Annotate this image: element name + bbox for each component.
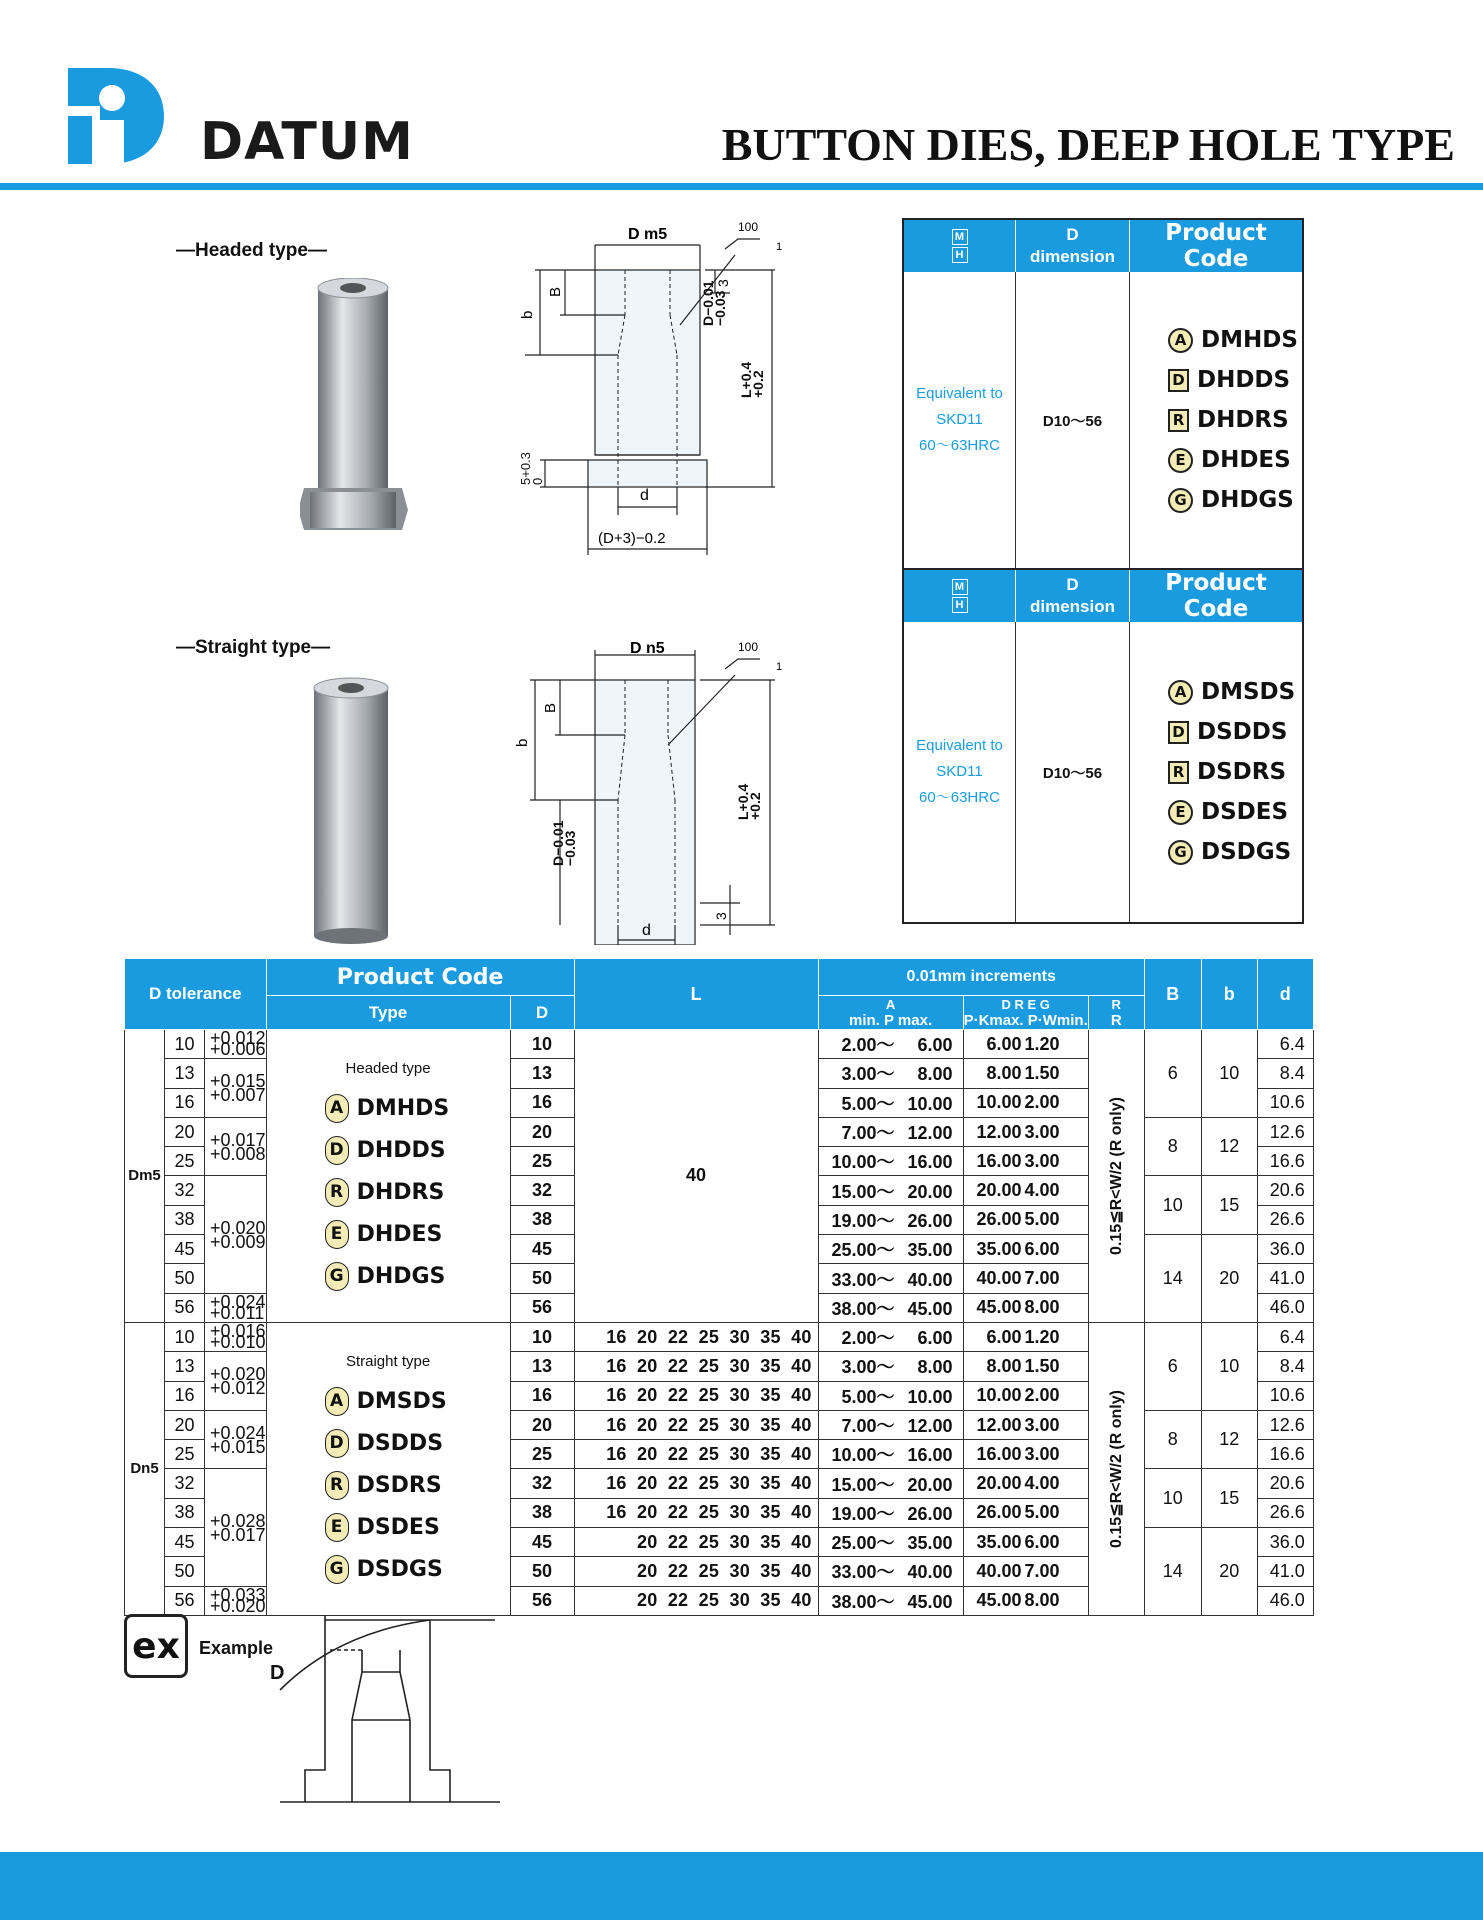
l-values: 16 20 22 25 30 35 40 — [574, 1440, 818, 1469]
min-max: 33.00～ 40.00 — [818, 1264, 963, 1293]
pk-pw: 8.00 1.50 — [963, 1352, 1088, 1381]
min-max: 2.00～ 6.00 — [818, 1030, 963, 1059]
d-small-value: 10.6 — [1257, 1088, 1313, 1117]
header-B: B — [1144, 959, 1201, 1030]
l-values: 20 22 25 30 35 40 — [574, 1528, 818, 1557]
spec-table — [124, 958, 1314, 1616]
straight-d-tolerance: D−0.01 −0.03 — [550, 820, 578, 866]
d-small-value: 46.0 — [1257, 1293, 1313, 1322]
code-d: 56 — [510, 1586, 574, 1615]
type-cell: Straight type A DMSDS D DSDDS R DSDRS E DSDES G DSDGS — [266, 1322, 510, 1615]
side-codes — [1130, 622, 1302, 922]
code-d: 10 — [510, 1322, 574, 1351]
d-small-value: 10.6 — [1257, 1381, 1313, 1410]
straight-type-label: —Straight type— — [176, 637, 331, 658]
d-small-value: 20.6 — [1257, 1176, 1313, 1205]
min-max: 33.00～ 40.00 — [818, 1557, 963, 1586]
pk-pw: 12.00 3.00 — [963, 1117, 1088, 1146]
l-value: 40 — [574, 1030, 818, 1323]
side-head-product-code: Product Code — [1165, 570, 1267, 622]
side-table-straight — [902, 570, 1304, 924]
r-note-cell — [1088, 1322, 1144, 1615]
header-type: Type — [266, 996, 510, 1030]
code-d: 38 — [510, 1205, 574, 1234]
svg-text:d: d — [642, 922, 651, 939]
table-row — [125, 1322, 1314, 1351]
pk-pw: 26.00 5.00 — [963, 1205, 1088, 1234]
code-d: 50 — [510, 1557, 574, 1586]
d-value: 38 — [165, 1205, 205, 1234]
pk-pw: 35.00 6.00 — [963, 1235, 1088, 1264]
example-drawing — [270, 1610, 500, 1810]
d-small-value: 26.6 — [1257, 1498, 1313, 1527]
d-value: 45 — [165, 1235, 205, 1264]
b-value: 20 — [1201, 1235, 1257, 1323]
tolerance: +0.020 +0.012 — [205, 1352, 267, 1411]
min-max: 10.00～ 16.00 — [818, 1440, 963, 1469]
headed-type-label: —Headed type— — [176, 240, 327, 261]
d-value: 32 — [165, 1176, 205, 1205]
r-note-cell — [1088, 1030, 1144, 1323]
code-item: A DMSDS — [1168, 679, 1295, 705]
group-label: Dn5 — [125, 1322, 165, 1615]
side-head-mh: M H — [904, 570, 1016, 622]
tolerance: +0.033 +0.020 — [205, 1586, 267, 1615]
type-code-item: E DHDES — [325, 1220, 443, 1249]
pk-pw: 35.00 6.00 — [963, 1528, 1088, 1557]
svg-text:3: 3 — [713, 912, 729, 920]
d-value: 32 — [165, 1469, 205, 1498]
l-values: 16 20 22 25 30 35 40 — [574, 1410, 818, 1439]
table-row — [125, 1030, 1314, 1059]
example-badge: ex — [124, 1614, 188, 1678]
code-d: 10 — [510, 1030, 574, 1059]
type-code-item: A DMHDS — [325, 1094, 450, 1123]
pk-pw: 40.00 7.00 — [963, 1264, 1088, 1293]
B-value: 14 — [1144, 1235, 1201, 1323]
d-small-value: 20.6 — [1257, 1469, 1313, 1498]
min-max: 2.00～ 6.00 — [818, 1322, 963, 1351]
header-increments: 0.01mm increments — [818, 959, 1144, 996]
pk-pw: 12.00 3.00 — [963, 1410, 1088, 1439]
code-d: 25 — [510, 1440, 574, 1469]
d-small-value: 12.6 — [1257, 1410, 1313, 1439]
side-head-mh: M H — [904, 220, 1016, 272]
d-small-value: 41.0 — [1257, 1557, 1313, 1586]
b-value: 10 — [1201, 1030, 1257, 1118]
pk-pw: 8.00 1.50 — [963, 1059, 1088, 1088]
brand-name: DATUM — [200, 112, 414, 172]
B-value: 10 — [1144, 1176, 1201, 1235]
straight-l-tolerance: L+0.4 +0.2 — [735, 783, 763, 820]
tolerance: +0.015 +0.007 — [205, 1059, 267, 1118]
min-max: 15.00～ 20.00 — [818, 1469, 963, 1498]
code-d: 20 — [510, 1117, 574, 1146]
d-value: 45 — [165, 1528, 205, 1557]
r-note: 0.15≦R<W/2 (R only) — [1108, 1097, 1126, 1255]
d-value: 10 — [165, 1030, 205, 1059]
l-values: 20 22 25 30 35 40 — [574, 1557, 818, 1586]
d-value: 10 — [165, 1322, 205, 1351]
type-code-item: D DSDDS — [325, 1429, 443, 1458]
header-rule — [0, 183, 1483, 190]
b-value: 15 — [1201, 1469, 1257, 1528]
side-head-product-code: Product Code — [1165, 220, 1267, 272]
B-value: 8 — [1144, 1117, 1201, 1176]
side-dimension: D10～56 — [1016, 272, 1130, 568]
side-material: Equivalent to SKD11 60～63HRC — [904, 622, 1016, 922]
B-value: 6 — [1144, 1030, 1201, 1118]
svg-text:b: b — [514, 738, 531, 747]
d-small-value: 41.0 — [1257, 1264, 1313, 1293]
type-code-item: R DHDRS — [325, 1178, 445, 1207]
d-small-value: 26.6 — [1257, 1205, 1313, 1234]
pk-pw: 45.00 8.00 — [963, 1293, 1088, 1322]
l-values: 20 22 25 30 35 40 — [574, 1586, 818, 1615]
code-item: E DSDES — [1168, 799, 1295, 825]
code-d: 13 — [510, 1059, 574, 1088]
header-D: D — [510, 996, 574, 1030]
pk-pw: 6.00 1.20 — [963, 1030, 1088, 1059]
B-value: 6 — [1144, 1322, 1201, 1410]
code-d: 45 — [510, 1528, 574, 1557]
svg-text:D n5: D n5 — [630, 640, 665, 657]
code-d: 13 — [510, 1352, 574, 1381]
side-head-dimension: D dimension — [1016, 220, 1130, 272]
min-max: 25.00～ 35.00 — [818, 1235, 963, 1264]
d-small-value: 8.4 — [1257, 1059, 1313, 1088]
svg-text:(D+3)−0.2: (D+3)−0.2 — [598, 530, 666, 547]
code-d: 50 — [510, 1264, 574, 1293]
code-d: 16 — [510, 1381, 574, 1410]
type-code-item: G DHDGS — [325, 1262, 446, 1291]
pk-pw: 20.00 4.00 — [963, 1176, 1088, 1205]
d-value: 20 — [165, 1410, 205, 1439]
tolerance: +0.012 +0.006 — [205, 1030, 267, 1059]
type-code-item: R DSDRS — [325, 1471, 442, 1500]
b-value: 15 — [1201, 1176, 1257, 1235]
type-code-item: E DSDES — [325, 1513, 440, 1542]
d-value: 13 — [165, 1352, 205, 1381]
b-value: 20 — [1201, 1528, 1257, 1616]
tolerance: +0.017 +0.008 — [205, 1117, 267, 1176]
min-max: 38.00～ 45.00 — [818, 1586, 963, 1615]
b-value: 12 — [1201, 1117, 1257, 1176]
b-value: 12 — [1201, 1410, 1257, 1469]
example-d-label: D — [270, 1662, 285, 1684]
l-values: 16 20 22 25 30 35 40 — [574, 1469, 818, 1498]
pk-pw: 6.00 1.20 — [963, 1322, 1088, 1351]
side-codes — [1130, 272, 1302, 568]
B-value: 8 — [1144, 1410, 1201, 1469]
pk-pw: 16.00 3.00 — [963, 1440, 1088, 1469]
code-d: 25 — [510, 1147, 574, 1176]
headed-l-tolerance: L+0.4 +0.2 — [738, 361, 766, 398]
pk-pw: 16.00 3.00 — [963, 1147, 1088, 1176]
svg-text:1: 1 — [776, 661, 783, 673]
header-L: L — [574, 959, 818, 1030]
example-label: Example — [199, 1638, 274, 1658]
headed-5-tolerance: 5+0.3 0 — [518, 452, 545, 485]
datum-logo-mark — [68, 68, 164, 164]
d-small-value: 16.6 — [1257, 1147, 1313, 1176]
header-pk-pw: D R E G P·Kmax. P·Wmin. — [963, 996, 1088, 1029]
straight-type-photo — [308, 676, 398, 946]
headed-d-tolerance: D−0.01 −0.03 — [700, 280, 728, 326]
l-values: 16 20 22 25 30 35 40 — [574, 1381, 818, 1410]
d-value: 56 — [165, 1293, 205, 1322]
header-R: R R — [1088, 996, 1144, 1030]
code-d: 32 — [510, 1469, 574, 1498]
pk-pw: 20.00 4.00 — [963, 1469, 1088, 1498]
pk-pw: 26.00 5.00 — [963, 1498, 1088, 1527]
code-item: D DSDDS — [1168, 719, 1295, 745]
header-d-tolerance: D tolerance — [125, 959, 267, 1030]
min-max: 5.00～ 10.00 — [818, 1381, 963, 1410]
code-d: 16 — [510, 1088, 574, 1117]
min-max: 38.00～ 45.00 — [818, 1293, 963, 1322]
d-small-value: 36.0 — [1257, 1235, 1313, 1264]
svg-text:d: d — [640, 487, 649, 504]
type-code-item: G DSDGS — [325, 1555, 443, 1584]
page-title: BUTTON DIES, DEEP HOLE TYPE — [721, 119, 1455, 170]
d-value: 25 — [165, 1440, 205, 1469]
min-max: 15.00～ 20.00 — [818, 1176, 963, 1205]
header-product-code: Product Code — [266, 959, 574, 996]
svg-text:D m5: D m5 — [628, 226, 668, 243]
d-small-value: 12.6 — [1257, 1117, 1313, 1146]
l-values: 16 20 22 25 30 35 40 — [574, 1322, 818, 1351]
code-d: 20 — [510, 1410, 574, 1439]
svg-text:1: 1 — [776, 241, 783, 253]
min-max: 19.00～ 26.00 — [818, 1205, 963, 1234]
pk-pw: 10.00 2.00 — [963, 1088, 1088, 1117]
tolerance: +0.024 +0.011 — [205, 1293, 267, 1322]
d-value: 56 — [165, 1586, 205, 1615]
code-item: G DHDGS — [1168, 487, 1298, 513]
d-value: 50 — [165, 1557, 205, 1586]
tolerance: +0.028 +0.017 — [205, 1469, 267, 1586]
min-max: 3.00～ 8.00 — [818, 1352, 963, 1381]
code-item: A DMHDS — [1168, 327, 1298, 353]
svg-text:100: 100 — [738, 220, 759, 234]
code-item: D DHDDS — [1168, 367, 1298, 393]
type-code-item: A DMSDS — [325, 1387, 447, 1416]
b-value: 10 — [1201, 1322, 1257, 1410]
d-small-value: 6.4 — [1257, 1322, 1313, 1351]
code-d: 45 — [510, 1235, 574, 1264]
d-value: 16 — [165, 1088, 205, 1117]
code-item: R DSDRS — [1168, 759, 1295, 785]
d-small-value: 6.4 — [1257, 1030, 1313, 1059]
d-small-value: 16.6 — [1257, 1440, 1313, 1469]
code-d: 56 — [510, 1293, 574, 1322]
pk-pw: 45.00 8.00 — [963, 1586, 1088, 1615]
d-value: 50 — [165, 1264, 205, 1293]
min-max: 5.00～ 10.00 — [818, 1088, 963, 1117]
min-max: 7.00～ 12.00 — [818, 1410, 963, 1439]
min-max: 10.00～ 16.00 — [818, 1147, 963, 1176]
side-material: Equivalent to SKD11 60～63HRC — [904, 272, 1016, 568]
tolerance: +0.016 +0.010 — [205, 1322, 267, 1351]
tolerance: +0.020 +0.009 — [205, 1176, 267, 1293]
pk-pw: 10.00 2.00 — [963, 1381, 1088, 1410]
group-label: Dm5 — [125, 1030, 165, 1323]
B-value: 10 — [1144, 1469, 1201, 1528]
side-table-headed — [902, 218, 1304, 570]
min-max: 25.00～ 35.00 — [818, 1528, 963, 1557]
tolerance: +0.024 +0.015 — [205, 1410, 267, 1469]
code-item: R DHDRS — [1168, 407, 1298, 433]
code-item: E DHDES — [1168, 447, 1298, 473]
header-d: d — [1257, 959, 1313, 1030]
r-note: 0.15≦R<W/2 (R only) — [1108, 1390, 1126, 1548]
svg-text:B: B — [547, 286, 564, 297]
d-value: 13 — [165, 1059, 205, 1088]
pk-pw: 40.00 7.00 — [963, 1557, 1088, 1586]
type-code-item: D DHDDS — [325, 1136, 446, 1165]
d-small-value: 36.0 — [1257, 1528, 1313, 1557]
code-d: 32 — [510, 1176, 574, 1205]
d-value: 25 — [165, 1147, 205, 1176]
d-value: 16 — [165, 1381, 205, 1410]
svg-text:B: B — [542, 702, 559, 713]
code-item: G DSDGS — [1168, 839, 1295, 865]
l-values: 16 20 22 25 30 35 40 — [574, 1498, 818, 1527]
headed-type-photo — [300, 278, 412, 538]
d-value: 20 — [165, 1117, 205, 1146]
footer-band — [0, 1852, 1483, 1920]
l-values: 16 20 22 25 30 35 40 — [574, 1352, 818, 1381]
side-head-dimension: D dimension — [1016, 570, 1130, 622]
B-value: 14 — [1144, 1528, 1201, 1616]
d-small-value: 8.4 — [1257, 1352, 1313, 1381]
d-value: 38 — [165, 1498, 205, 1527]
svg-text:100: 100 — [738, 640, 759, 654]
header-b: b — [1201, 959, 1257, 1030]
min-max: 19.00～ 26.00 — [818, 1498, 963, 1527]
svg-text:b: b — [519, 310, 536, 319]
d-small-value: 46.0 — [1257, 1586, 1313, 1615]
min-max: 3.00～ 8.00 — [818, 1059, 963, 1088]
min-max: 7.00～ 12.00 — [818, 1117, 963, 1146]
code-d: 38 — [510, 1498, 574, 1527]
header-min-pmax: A min. P max. — [818, 996, 963, 1030]
type-cell: Headed type A DMHDS D DHDDS R DHDRS E DHDES G DHDGS — [266, 1030, 510, 1323]
svg-text:3: 3 — [715, 279, 731, 287]
side-dimension: D10～56 — [1016, 622, 1130, 922]
